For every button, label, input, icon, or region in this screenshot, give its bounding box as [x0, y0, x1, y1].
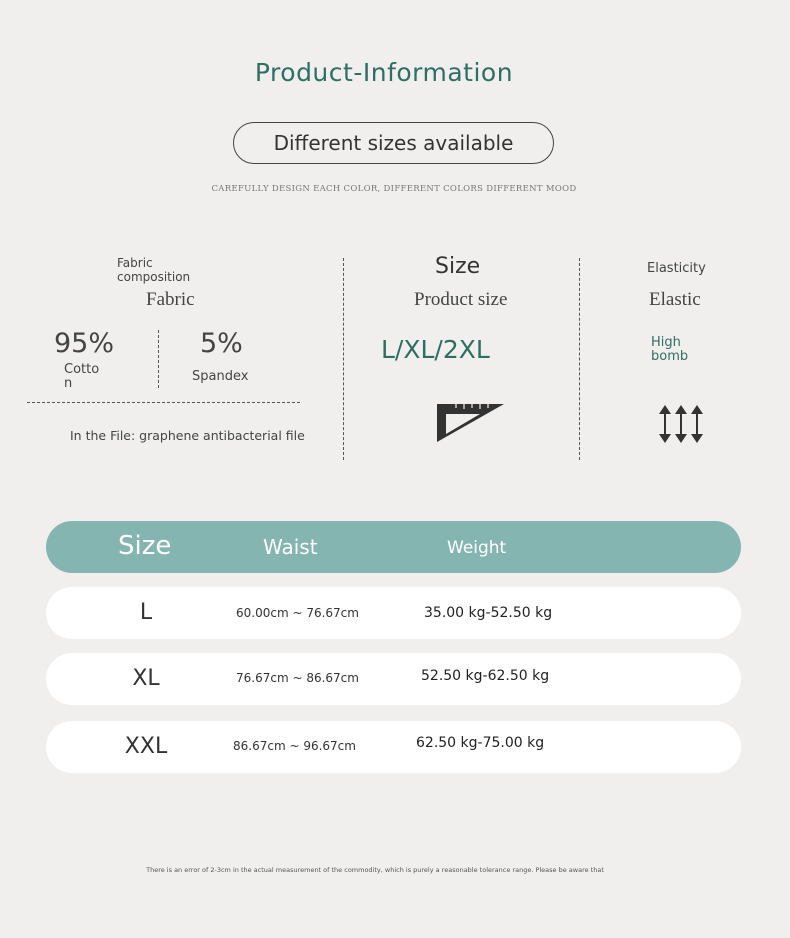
fabric-underline — [27, 402, 300, 403]
waist-column-header: Waist — [263, 535, 318, 559]
size-range-value: L/XL/2XL — [381, 335, 490, 364]
fabric-composition-label: Fabric composition — [117, 256, 191, 284]
waist-cell: 60.00cm ~ 76.67cm — [236, 606, 359, 620]
column-divider-1 — [343, 258, 344, 460]
size-column-header: Size — [118, 531, 172, 561]
measurement-tolerance-note: There is an error of 2-3cm in the actual measurement of the commodity, which is purely a reasonable tolerance range. Please be aware that — [146, 866, 604, 874]
spandex-label: Spandex — [192, 369, 249, 384]
antibacterial-note: In the File: graphene antibacterial file — [70, 428, 305, 443]
size-cell: XXL — [124, 734, 168, 759]
stretch-arrows-icon — [657, 404, 705, 448]
cotton-label: Cotto n — [64, 362, 100, 391]
fabric-heading: Fabric — [146, 289, 195, 310]
weight-cell: 35.00 kg-52.50 kg — [424, 605, 553, 621]
weight-cell: 62.50 kg-75.00 kg — [416, 735, 545, 751]
page-subtitle: CAREFULLY DESIGN EACH COLOR, DIFFERENT COLORS DIFFERENT MOOD — [211, 184, 577, 194]
page-title: Product-Information — [254, 58, 514, 87]
elasticity-label: Elasticity — [647, 261, 706, 276]
waist-cell: 76.67cm ~ 86.67cm — [236, 671, 359, 685]
size-cell: L — [139, 600, 153, 625]
cotton-percent: 95% — [54, 328, 115, 359]
product-size-heading: Product size — [414, 289, 508, 310]
sizes-available-badge — [233, 122, 554, 164]
elastic-heading: Elastic — [649, 289, 701, 310]
weight-cell: 52.50 kg-62.50 kg — [421, 668, 550, 684]
waist-cell: 86.67cm ~ 96.67cm — [233, 739, 356, 753]
triangle-ruler-icon — [436, 402, 506, 448]
elasticity-value: High bomb — [651, 335, 689, 364]
spandex-percent: 5% — [200, 328, 243, 359]
size-cell: XL — [132, 666, 160, 691]
size-label: Size — [435, 254, 481, 279]
column-divider-2 — [579, 258, 580, 460]
fabric-divider — [158, 330, 159, 388]
sizes-available-label: Different sizes available — [273, 131, 514, 155]
weight-column-header: Weight — [447, 538, 507, 558]
